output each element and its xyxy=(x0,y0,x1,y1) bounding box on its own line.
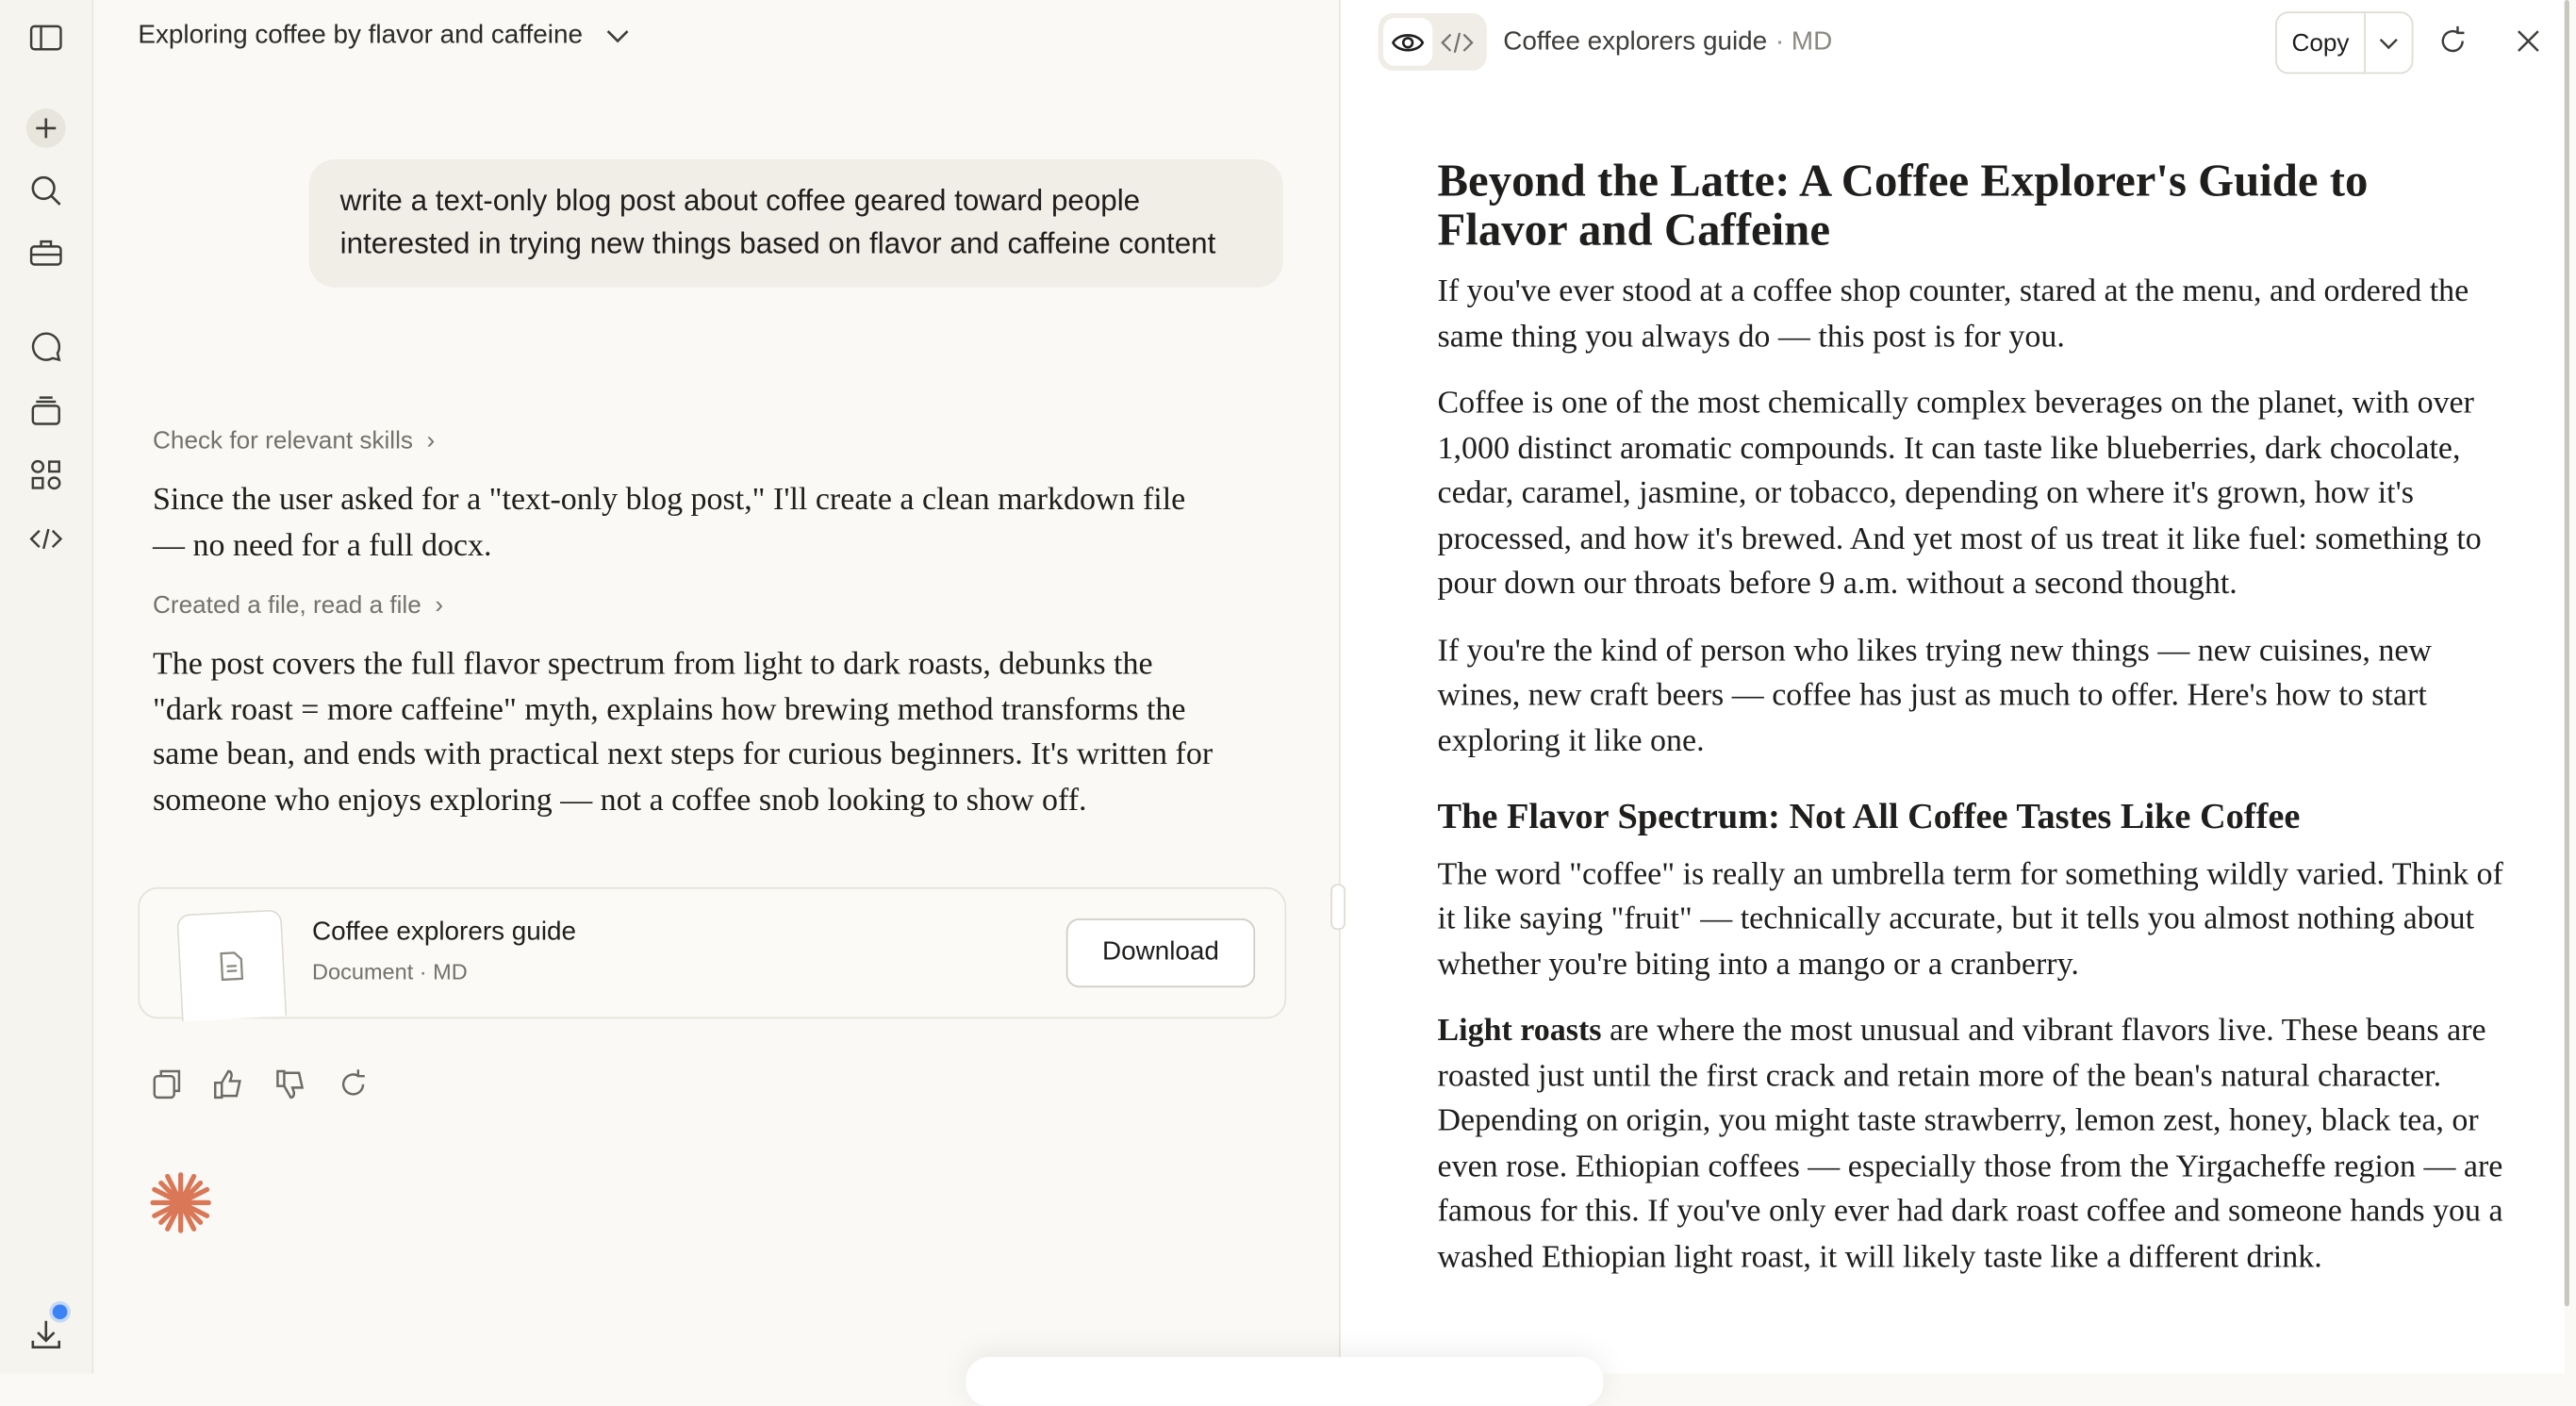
doc-paragraph: If you've ever stood at a coffee shop counter, stared at the menu, and ordered the same thing you always do — this post is for you. xyxy=(1437,273,2469,355)
sidebar-toggle-icon[interactable] xyxy=(26,18,66,58)
code-icon xyxy=(1441,30,1474,53)
bold-term: Light roasts xyxy=(1437,1013,1602,1049)
panel-format: · MD xyxy=(1775,26,1833,56)
doc-subheading: The Flavor Spectrum: Not All Coffee Tastes Like Coffee xyxy=(1437,795,2301,836)
file-name: Coffee explorers guide xyxy=(312,918,577,947)
copy-icon[interactable] xyxy=(153,1067,182,1100)
chat-area xyxy=(93,0,1337,1374)
download-button[interactable]: Download xyxy=(1066,918,1255,987)
file-meta: Document · MD xyxy=(312,959,468,984)
download-icon[interactable] xyxy=(26,1315,66,1354)
step-label: Check for relevant skills xyxy=(153,426,413,455)
copy-options-button[interactable] xyxy=(2366,13,2412,73)
message-actions xyxy=(153,1067,370,1100)
chat-title-button[interactable] xyxy=(138,22,628,51)
paragraph-text: are where the most unusual and vibrant flavors live. These beans are roasted just until the first crack and retain more of the bean's natural character. Depending on origin, you might taste strawberry, lemon zest, honey, black tea, or even rose. Ethiopian coffees — especially those from the Yirgacheffe region — are famous for this. If you've only ever had dark roast coffee and someone hands you a washed Ethiopian light roast, it xyxy=(1437,1013,2503,1275)
thumbs-down-icon[interactable] xyxy=(274,1067,307,1100)
chat-title: Exploring coffee by flavor and caffeine xyxy=(138,21,583,50)
floating-input-box[interactable] xyxy=(966,1357,1603,1406)
resize-handle[interactable] xyxy=(1330,884,1346,930)
copy-split-button xyxy=(2275,11,2413,74)
close-icon[interactable] xyxy=(2517,29,2539,52)
code-view-button[interactable] xyxy=(1432,18,1481,66)
notification-dot xyxy=(53,1304,68,1319)
artifacts-icon[interactable] xyxy=(26,455,66,495)
view-toggle xyxy=(1379,13,1487,71)
retry-icon[interactable] xyxy=(337,1067,370,1100)
thumbs-up-icon[interactable] xyxy=(212,1067,245,1100)
panel-title: Coffee explorers guide xyxy=(1503,26,1768,56)
doc-heading: Beyond the Latte: A Coffee Explorer's Guide to Flavor and Caffeine xyxy=(1437,156,2369,256)
copy-button[interactable]: Copy xyxy=(2277,13,2366,73)
panel-scrollbar[interactable] xyxy=(2565,0,2569,1306)
markdown-preview xyxy=(1438,157,2505,1301)
step-label: Created a file, read a file xyxy=(153,591,421,620)
new-chat-icon[interactable] xyxy=(26,108,66,148)
doc-paragraph xyxy=(1438,1009,2505,1280)
doc-paragraph: If you're the kind of person who likes trying new things — new cuisines, new wines, new craft beers — coffee has just as much to offer. Here's how to start exploring it like one. xyxy=(1437,633,2432,759)
doc-paragraph: The word "coffee" is really an umbrella term for something wildly varied. Think of it like saying "fruit" — technically accurate, but it tells you almost nothing about whether you're biting into a mango or a cranberry. xyxy=(1437,856,2503,983)
paragraph-text: will likely taste like a different drink. xyxy=(1844,1239,2322,1275)
claude-starburst-icon xyxy=(150,1171,212,1233)
search-icon[interactable] xyxy=(26,171,66,210)
step-check-skills[interactable]: Check for relevant skills › xyxy=(153,426,436,455)
preview-view-button[interactable] xyxy=(1383,18,1432,66)
code-icon[interactable] xyxy=(26,520,66,559)
eye-icon xyxy=(1392,30,1425,53)
user-message: write a text-only blog post about coffee geared toward people interested in trying new things based on flavor and caffeine content xyxy=(309,159,1283,288)
assistant-reply-2: The post covers the full flavor spectrum from light to dark roasts, debunks the "dark roast = more caffeine" myth, explains how brewing method transforms the same bean, and ends with practical next steps for curious beginners. It's written for someone who enjoys exploring — not a coffee snob looking to show off. xyxy=(153,647,1214,818)
assistant-reply-1: Since the user asked for a "text-only blog post," I'll create a clean markdown file — no need for a full docx. xyxy=(153,483,1186,563)
left-rail xyxy=(0,0,93,1374)
chevron-down-icon xyxy=(605,29,628,42)
chevron-down-icon xyxy=(2379,37,2399,48)
refresh-icon[interactable] xyxy=(2436,25,2469,58)
document-panel xyxy=(1339,0,2565,1374)
file-card[interactable] xyxy=(138,887,1286,1018)
projects-icon[interactable] xyxy=(26,391,66,431)
toolbox-icon[interactable] xyxy=(26,233,66,273)
document-icon xyxy=(176,909,287,1021)
chats-icon[interactable] xyxy=(26,327,66,367)
step-created-file[interactable]: Created a file, read a file › xyxy=(153,591,444,620)
doc-paragraph: Coffee is one of the most chemically complex beverages on the planet, with over 1,000 distinct aromatic compounds. It can taste like blueberries, dark chocolate, cedar, caramel, jasmine, or tobacco, depending on where it's grown, how it's processed, and how it's brewed. And yet most of us treat it like fuel: something to pour down our throats before 9 a.m. without a second thought. xyxy=(1437,386,2482,602)
